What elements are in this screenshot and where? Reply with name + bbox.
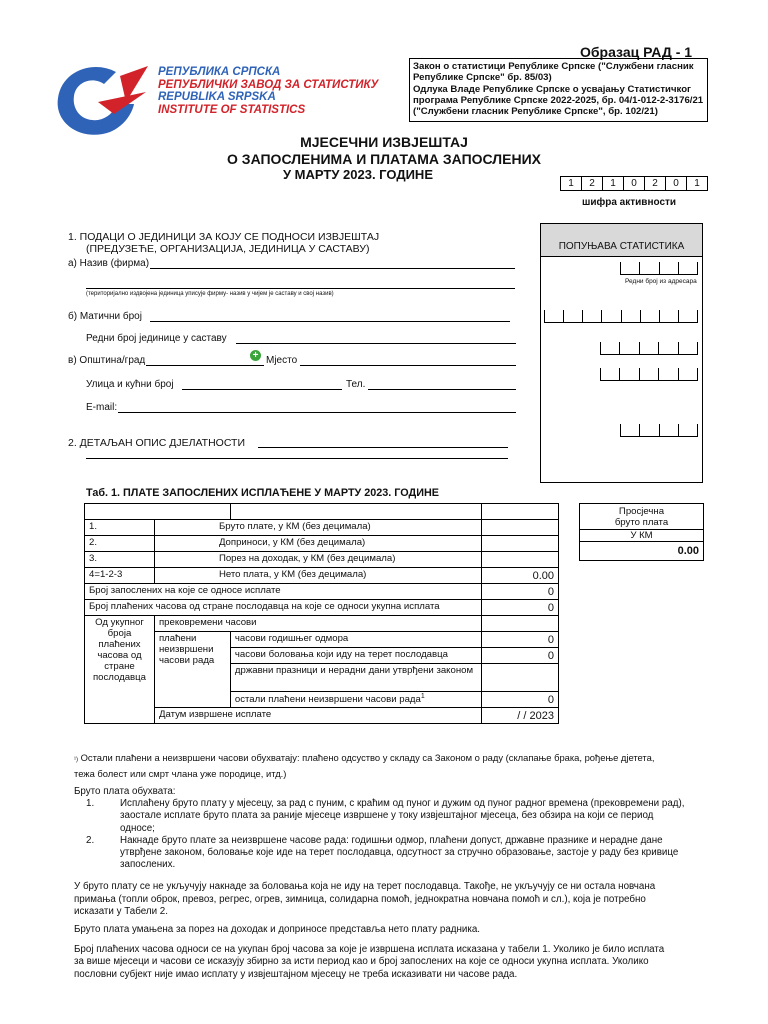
activity-code-digit: 1: [603, 177, 624, 190]
section2-heading: 2. ДЕТАЉАН ОПИС ДЈЕЛАТНОСТИ: [68, 437, 246, 449]
company-name-field-2[interactable]: [86, 288, 515, 289]
table-row: [85, 568, 559, 584]
table-row: [85, 632, 559, 648]
phone-label: Тел.: [346, 379, 366, 390]
street-label: Улица и кућни број: [86, 379, 174, 390]
holidays-label: државни празници и нерадни дани утврђени законом: [230, 664, 481, 692]
paid-hours-value[interactable]: 0: [482, 600, 559, 616]
header-cell: [230, 504, 481, 520]
annual-leave-value[interactable]: 0: [482, 632, 559, 648]
activity-code-digit: 0: [666, 177, 687, 190]
note-p2: Бруто плата умањена за порез на доходак и доприносе представља нето плату радника.: [74, 924, 481, 936]
of-total-label: Од укупног броја плаћених часова од стране послодавца: [85, 616, 155, 724]
table-row: [85, 520, 559, 536]
report-subtitle: О ЗАПОСЛЕНИМА И ПЛАТАМА ЗАПОСЛЕНИХ: [227, 151, 541, 167]
report-period: У МАРТУ 2023. ГОДИНЕ: [282, 167, 433, 182]
avg-unit: У КМ: [580, 530, 703, 542]
logo-line-2: РЕПУБЛИЧКИ ЗАВОД ЗА СТАТИСТИКУ: [158, 78, 379, 91]
unworked-hours-label: плаћени неизвршени часови рада: [154, 632, 230, 708]
company-name-field[interactable]: [150, 268, 515, 269]
header-cell: [482, 504, 559, 520]
footnote-line-2: тежа болест или смрт члана уже породице, итд.): [74, 768, 287, 779]
payment-date-value[interactable]: / / 2023: [482, 708, 559, 724]
footnote-mark: ¹): [74, 757, 78, 763]
note-item-1: [74, 798, 734, 835]
institute-logo: [54, 62, 154, 143]
row-value[interactable]: [482, 536, 559, 552]
other-hours-label: [230, 692, 481, 708]
row-code: 4=1-2-3: [85, 568, 155, 584]
activity-description-field-2[interactable]: [86, 458, 508, 459]
logo-line-3: REPUBLIKA SRPSKA: [158, 91, 276, 103]
note-item-2-line-1: Накнаде бруто плате за неизвршене часове рада: годишњи одмор, плаћени допуст, државне празнике и нерадне дане: [120, 834, 663, 846]
row-label: Порез на доходак, у КМ (без децимала): [154, 552, 481, 568]
row-label: Бруто плате, у КМ (без децимала): [154, 520, 481, 536]
plus-icon[interactable]: +: [250, 350, 261, 361]
note-p1-line-2: примања (топли оброк, превоз, регрес, огрев, зимница, солидарна помоћ, једнократна новчана помоћ и сл.), која је потребно: [74, 893, 646, 905]
payment-date-label: Датум извршене исплате: [154, 708, 481, 724]
row-code: 1.: [85, 520, 155, 536]
note-item-1-line-3: односе;: [120, 822, 155, 834]
row-label: Нето плата, у КМ (без децимала): [154, 568, 481, 584]
holidays-value[interactable]: [482, 664, 559, 692]
row-value[interactable]: 0.00: [482, 568, 559, 584]
note-item-1-line-2: заостале исплате бруто плата за раније мјесеце извршене у току извјештајног мјесеца, без обзира на који се период: [120, 810, 654, 822]
table-row: [85, 616, 559, 632]
registration-number-field[interactable]: [150, 321, 510, 322]
overtime-value[interactable]: [482, 616, 559, 632]
footnote-ref: 1: [420, 693, 425, 700]
avg-value[interactable]: 0.00: [677, 545, 699, 557]
sick-leave-label: часови боловања који иду на терет послодавца: [230, 648, 481, 664]
overtime-label: прековремени часови: [154, 616, 481, 632]
avg-line-1: Просјечна: [618, 506, 665, 517]
municipality-label: в) Општина/град: [68, 355, 146, 366]
activity-description-field[interactable]: [258, 447, 508, 448]
row-code: 2.: [85, 536, 155, 552]
table-row: [85, 584, 559, 600]
table1-title: Таб. 1. ПЛАТЕ ЗАПОСЛЕНИХ ИСПЛАЋЕНЕ У МАРТУ 2023. ГОДИНЕ: [86, 487, 439, 499]
note-p3-line-1: Број плаћених часова односи се на укупан број часова за које је извршена исплата исказана у табели 1. Уколико је било исплата: [74, 944, 665, 956]
place-label: Мјесто: [266, 355, 298, 366]
institute-logo-icon: [54, 62, 154, 138]
note-item-number: 2.: [86, 834, 95, 846]
row-value[interactable]: [482, 520, 559, 536]
registration-number-boxes[interactable]: [544, 310, 698, 323]
email-field[interactable]: [118, 412, 516, 413]
table-row: [85, 708, 559, 724]
company-name-note: (територијално издвојена јединица уписује фирму- назив у чијем је саставу и свој назив): [86, 291, 334, 297]
table-row: [85, 552, 559, 568]
note-p1-line-3: исказати у Табели 2.: [74, 905, 168, 917]
section1-heading: 1. ПОДАЦИ О ЈЕДИНИЦИ ЗА КОЈУ СЕ ПОДНОСИ ИЗВЈЕШТАЈ: [68, 231, 380, 243]
registration-number-label: б) Матични број: [68, 311, 142, 322]
note-item-1-line-1: Исплаћену бруто плату у мјесецу, за рад с пуним, с краћим од пуног и дужим од пуног радног времена (прековремени рад),: [120, 798, 685, 810]
header-cell: [85, 504, 231, 520]
notes-section: [74, 786, 734, 981]
email-label: E-mail:: [86, 402, 118, 413]
table-row: [85, 536, 559, 552]
note-p1-line-1: У бруто плату се не укључују накнаде за боловања која не иду на терет послодавца. Такође, не укључују се ни остала новчана: [74, 881, 656, 893]
form-code: Образац РАД - 1: [580, 44, 693, 60]
note-p3-line-2: за више мјесеци и часови се исказују збирно за исти период као и број запослених на које се односи укупна исплата. Уколико: [74, 956, 649, 968]
legal-basis-box: [409, 58, 708, 122]
note-item-2-line-3: запослених.: [120, 859, 176, 871]
serial-number-label: Редни број из адресара: [625, 278, 697, 285]
sick-leave-value[interactable]: 0: [482, 648, 559, 664]
law-line-1: Закон о статистици Републике Српске ("Службени гласник: [413, 61, 694, 72]
logo-text: [158, 66, 378, 116]
law-line-4: програма Републике Српске 2022-2025, бр. 04/1-012-2-3176/21: [413, 94, 704, 106]
salaries-table: [84, 503, 559, 724]
footnote-line-1: Остали плаћени а неизвршени часови обухватају: плаћено одсуство у складу са Законом о раду (склапање брака, рођење дјетета,: [80, 752, 655, 763]
table-header-row: [85, 504, 559, 520]
activity-code-digit: 0: [624, 177, 645, 190]
municipality-code-boxes[interactable]: [600, 368, 698, 381]
section1-subheading: (ПРЕДУЗЕЋЕ, ОРГАНИЗАЦИЈА, ЈЕДИНИЦА У САСТАВУ): [86, 243, 370, 255]
activity-code-digit: 1: [561, 177, 582, 190]
company-name-label: а) Назив (фирма): [68, 258, 150, 269]
note-p3-line-3: пословни субјект није имао исплату у извјештајном мјесецу не треба исказивати ни часове рада.: [74, 968, 518, 980]
logo-line-1: РЕПУБЛИКА СРПСКА: [158, 66, 281, 78]
place-field[interactable]: [300, 365, 516, 366]
statistics-panel-title: ПОПУЊАВА СТАТИСТИКА: [541, 224, 702, 257]
note-item-number: 1.: [86, 798, 95, 810]
activity-code-digit: 1: [694, 178, 700, 189]
phone-field[interactable]: [368, 389, 516, 390]
employees-label: Број запослених на које се односе исплате: [85, 584, 482, 600]
report-title: МЈЕСЕЧНИ ИЗВЈЕШТАЈ: [300, 134, 468, 150]
note-item-2-line-2: утврђене законом, боловање које иде на терет послодавца, одсутност за стручно образовање, застоје у раду без кривице: [120, 847, 679, 859]
activity-code-box: [560, 176, 708, 191]
other-hours-text: остали плаћени неизвршени часови рада: [234, 694, 421, 706]
logo-line-4: INSTITUTE OF STATISTICS: [158, 103, 306, 116]
unit-number-label: Редни број јединице у саставу: [86, 333, 227, 344]
note-item-2: [74, 835, 734, 872]
unit-number-field[interactable]: [236, 343, 516, 344]
other-hours-value[interactable]: 0: [482, 692, 559, 708]
avg-line-2: бруто плата: [580, 517, 703, 530]
employees-value[interactable]: 0: [482, 584, 559, 600]
row-code: 3.: [85, 552, 155, 568]
unit-number-boxes[interactable]: [600, 342, 698, 355]
law-line-3: Одлука Владе Републике Српске о усвајању Статистичког: [413, 83, 692, 95]
law-line-5: ("Службени гласник Републике Српске", бр. 102/21): [413, 106, 658, 118]
annual-leave-label: часови годишњег одмора: [230, 632, 481, 648]
activity-code-digit: 2: [645, 177, 666, 190]
street-field[interactable]: [182, 389, 342, 390]
serial-number-boxes[interactable]: [620, 262, 698, 275]
activity-code-label: шифра активности: [582, 197, 677, 208]
activity-code-boxes[interactable]: [620, 424, 698, 437]
law-line-2: Републике Српске" бр. 85/03): [413, 72, 552, 84]
gross-heading: Бруто плата обухвата:: [74, 786, 176, 797]
paid-hours-label: Број плаћених часова од стране послодавца на које се односи укупна исплата: [85, 600, 482, 616]
footnote: [74, 751, 654, 780]
average-salary-box: [579, 503, 704, 561]
municipality-field[interactable]: [146, 365, 264, 366]
row-label: Доприноси, у КМ (без децимала): [154, 536, 481, 552]
activity-code-digit: 2: [582, 177, 603, 190]
table-row: [85, 600, 559, 616]
row-value[interactable]: [482, 552, 559, 568]
